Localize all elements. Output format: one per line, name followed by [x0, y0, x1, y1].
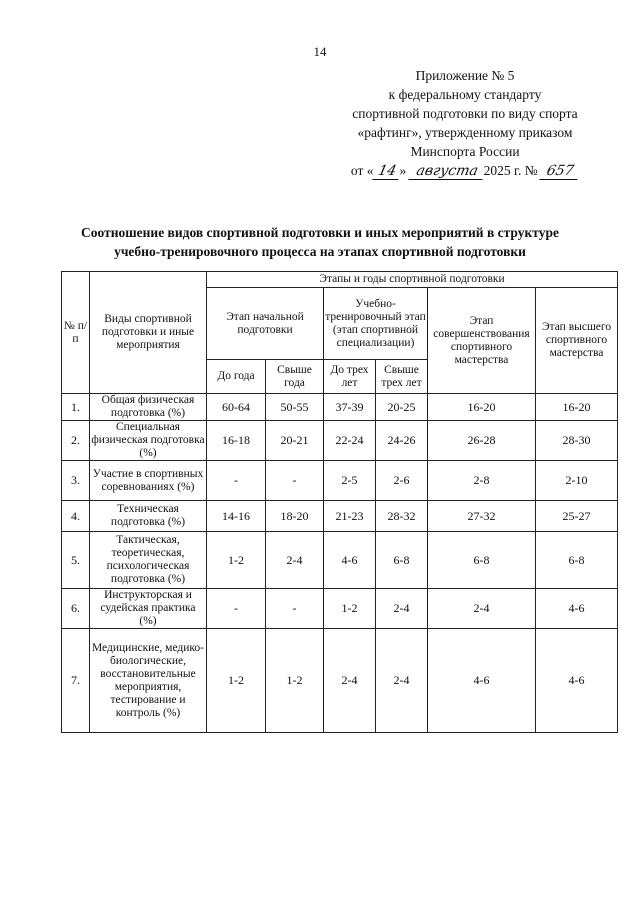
- percentage-cell: 16-20: [428, 394, 536, 421]
- percentage-cell: 2-4: [376, 589, 428, 629]
- date-year-text: 2025 г. №: [483, 163, 538, 178]
- appendix-line: спортивной подготовки по виду спорта: [352, 106, 578, 121]
- table-row: [62, 629, 618, 733]
- percentage-cell: 2-8: [428, 461, 536, 501]
- percentage-cell: 26-28: [428, 421, 536, 461]
- percentage-cell: 6-8: [428, 532, 536, 589]
- table-row: [62, 421, 618, 461]
- activity-name-cell: Медицинские, медико-биологические, восстановительные мероприятия, тестирование и контроль (%): [90, 629, 207, 733]
- percentage-cell: 2-6: [376, 461, 428, 501]
- col-header-stages: Этапы и годы спортивной подготовки: [207, 272, 618, 288]
- percentage-cell: 4-6: [324, 532, 376, 589]
- percentage-cell: 6-8: [376, 532, 428, 589]
- percentage-cell: 60-64: [207, 394, 266, 421]
- appendix-line: «рафтинг», утвержденному приказом: [357, 125, 573, 140]
- table-row: [62, 501, 618, 532]
- percentage-cell: 2-4: [428, 589, 536, 629]
- row-number-cell: 2.: [62, 421, 90, 461]
- activity-name-cell: Тактическая, теоретическая, психологическая подготовка (%): [90, 532, 207, 589]
- col-header-training-stage: Учебно-тренировочный этап (этап спортивной специализации): [324, 288, 428, 360]
- percentage-cell: -: [266, 461, 324, 501]
- col-header-number: № п/п: [62, 272, 90, 394]
- activity-name-cell: Инструкторская и судейская практика (%): [90, 589, 207, 629]
- percentage-cell: 14-16: [207, 501, 266, 532]
- row-number-cell: 4.: [62, 501, 90, 532]
- percentage-cell: 2-4: [324, 629, 376, 733]
- percentage-cell: 20-25: [376, 394, 428, 421]
- activity-name-cell: Специальная физическая подготовка (%): [91, 421, 205, 459]
- percentage-cell: 20-21: [266, 421, 324, 461]
- appendix-line: к федеральному стандарту: [388, 87, 542, 102]
- percentage-cell: 6-8: [536, 532, 618, 589]
- row-number-cell: 5.: [62, 532, 90, 589]
- percentage-cell: 24-26: [376, 421, 428, 461]
- percentage-cell: 27-32: [428, 501, 536, 532]
- training-structure-table: [61, 271, 618, 733]
- table-row: [62, 461, 618, 501]
- col-header-over-year: Свыше года: [266, 360, 324, 394]
- percentage-cell: 50-55: [266, 394, 324, 421]
- percentage-cell: -: [207, 589, 266, 629]
- appendix-header: [300, 66, 630, 180]
- table-row: [62, 589, 618, 629]
- percentage-cell: -: [266, 589, 324, 629]
- appendix-line: Приложение № 5: [415, 68, 515, 83]
- percentage-cell: 2-4: [376, 629, 428, 733]
- percentage-cell: -: [207, 461, 266, 501]
- percentage-cell: 4-6: [428, 629, 536, 733]
- document-title: [0, 223, 640, 261]
- percentage-cell: 4-6: [536, 629, 618, 733]
- row-number-cell: 3.: [62, 461, 90, 501]
- percentage-cell: 25-27: [536, 501, 618, 532]
- table-row: [62, 394, 618, 421]
- col-header-up-to-three-years: До трех лет: [324, 360, 376, 394]
- page-number: 14: [313, 44, 327, 59]
- percentage-cell: 2-4: [266, 532, 324, 589]
- percentage-cell: 1-2: [324, 589, 376, 629]
- percentage-cell: 1-2: [207, 629, 266, 733]
- col-header-initial-stage: Этап начальной подготовки: [207, 288, 324, 360]
- order-number-handwritten: 657: [539, 164, 580, 180]
- col-header-higher-mastery-stage: Этап высшего спортивного мастерства: [536, 288, 618, 394]
- table-row: [62, 532, 618, 589]
- row-number-cell: 1.: [62, 394, 90, 421]
- percentage-cell: 21-23: [324, 501, 376, 532]
- percentage-cell: 16-18: [207, 421, 266, 461]
- percentage-cell: 18-20: [266, 501, 324, 532]
- percentage-cell: 4-6: [536, 589, 618, 629]
- percentage-cell: 22-24: [324, 421, 376, 461]
- title-line: учебно-тренировочного процесса на этапах спортивной подготовки: [114, 244, 526, 259]
- percentage-cell: 2-10: [536, 461, 618, 501]
- appendix-line: Минспорта России: [410, 144, 520, 159]
- col-header-kind: Виды спортивной подготовки и иные мероприятия: [90, 272, 207, 394]
- activity-name-cell: Участие в спортивных соревнованиях (%): [90, 461, 207, 501]
- percentage-cell: 1-2: [207, 532, 266, 589]
- activity-name-cell: Техническая подготовка (%): [90, 501, 207, 532]
- percentage-cell: 2-5: [324, 461, 376, 501]
- order-day-handwritten: 14: [372, 164, 401, 180]
- percentage-cell: 1-2: [266, 629, 324, 733]
- order-month-handwritten: августа: [408, 164, 485, 180]
- col-header-up-to-year: До года: [207, 360, 266, 394]
- col-header-improvement-stage: Этап совершенствования спортивного мастерства: [428, 288, 536, 394]
- percentage-cell: 28-30: [536, 421, 618, 461]
- percentage-cell: 16-20: [536, 394, 618, 421]
- title-line: Соотношение видов спортивной подготовки и иных мероприятий в структуре: [81, 225, 559, 240]
- row-number-cell: 6.: [62, 589, 90, 629]
- row-number-cell: 7.: [62, 629, 90, 733]
- order-date-line: [300, 161, 630, 180]
- date-prefix: от «: [350, 163, 374, 178]
- table-body: [62, 394, 618, 733]
- percentage-cell: 28-32: [376, 501, 428, 532]
- percentage-cell: 37-39: [324, 394, 376, 421]
- activity-name-cell: Общая физическая подготовка (%): [90, 394, 207, 421]
- col-header-over-three-years: Свыше трех лет: [376, 360, 428, 394]
- date-day-suffix: »: [399, 163, 407, 178]
